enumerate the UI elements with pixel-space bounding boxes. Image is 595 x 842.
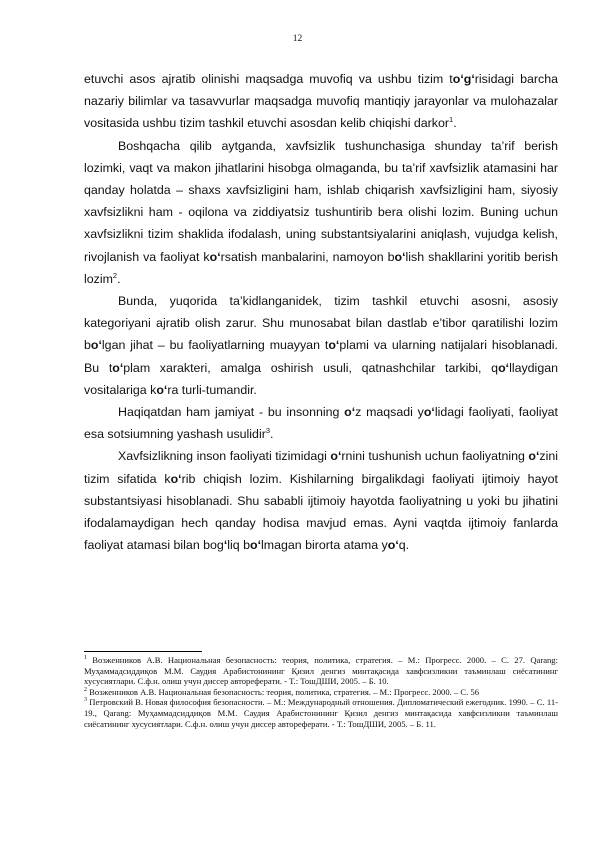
text-run: o‘g‘ — [452, 72, 475, 86]
footnote-text: Возженников А.В. Национальная безопасность: теория, политика, стратегия. – М.: Прогресс. 2000. – С. 27. Qarang: Муҳаммадсиддиқов М.М. Саудия Арабистонининг Қизил денгиз минтақасида хавфсизликни таъминлаш сиёсатининг хусусиятлари. С.ф.н. олиш учун диссер автореферати. - Т.: ТошДШИ, 2005. – Б. 10. — [84, 655, 558, 687]
text-run: plami va ularning natijalari hisoblanadi. Bu t — [84, 338, 558, 375]
text-run: o‘ — [330, 449, 342, 464]
text-run: lmagan birorta atama y — [261, 538, 388, 553]
text-run: o‘ — [156, 382, 168, 397]
text-run: rib chiqish lozim. Kishilarning birgalikdagi faoliyati ijtimoiy hayot substantsiyasi hisoblanadi. Shu sababli ijtimoiy hayotda faoliyatning u yoki bu jihatini ifodalamaydigan hech qanday hodisa mavjud emas. Ayni vaqtda ijtimoiy fanlarda faoliyat atamasi bilan bog — [84, 471, 558, 553]
text-run: . — [117, 271, 121, 286]
footnote-reference: 2 — [112, 270, 118, 280]
text-run: lidagi faoliyati, faoliyat esa sotsiumning yashash usulidir — [84, 405, 558, 442]
text-run: liq b — [227, 538, 251, 553]
paragraph — [84, 445, 558, 556]
footnotes — [84, 655, 558, 729]
text-run: o‘ — [250, 538, 262, 553]
text-run: o‘ — [394, 249, 406, 264]
footnote — [84, 697, 558, 729]
footnote-divider — [84, 651, 202, 652]
text-run: . — [453, 116, 457, 131]
text-run: o‘ — [90, 338, 102, 353]
text-run: Xavfsizlikning inson faoliyati tizimidagi — [118, 449, 331, 464]
text-run: risidagi barcha nazariy bilimlar va tasavvurlar maqsadga muvofiq mantiqiy jarayonlar va mulohazalar vositasida ushbu tizim tashkil etuvchi asosdan kelib chiqishi darkor — [84, 72, 558, 131]
text-run: o‘ — [528, 449, 540, 464]
footnote-number: 3 — [84, 697, 87, 704]
text-run: lish shakllarini yoritib berish lozim — [84, 249, 559, 286]
text-run: lgan jihat – bu faoliyatlarning muayyan t — [101, 338, 329, 353]
text-run: o‘ — [344, 405, 356, 420]
text-run: Boshqacha qilib aytganda, xavfsizlik tushunchasiga shunday ta’rif berish lozimki, vaqt va makon jihatlarini hisobga olmaganda, bu ta’rif xavfsizlik atamasini har qanday holatda – shaxs xavfsizligini ham, ishlab chiqarish xavfsizligini ham, siyosiy xavfsizlikni ham - oqilona va ziddiyatsiz tushuntirib bera olishi lozim. Buning uchun xavfsizlikni tizim shaklida ifodalash, uning substantsiyalarini aniqlash, vujudga kelish, rivojlanish va faoliyat k — [84, 138, 558, 264]
footnote-text: Возженников А.В. Национальная безопасность: теория, политика, стратегия. – М.: Прогресс. 2000. – С. 56 — [87, 686, 479, 697]
text-run: rnini tushunish uchun faoliyatning — [341, 449, 529, 464]
text-run: Haqiqatdan ham jamiyat - bu insonning — [118, 405, 345, 420]
text-run: o‘ — [387, 538, 399, 553]
text-run: o‘ — [328, 338, 340, 353]
text-run: plam xarakteri, amalga oshirish usuli, qatnashchilar tarkibi, q — [123, 360, 499, 375]
footnote — [84, 655, 558, 687]
footnote-number: 1 — [84, 655, 87, 662]
footnote-text: Петровский В. Новая философия безопасности. – М.: Международный отношения. Дипломатический ежегодник. 1990. – С. 11-19., Qarang: Муҳаммадсиддиқов М.М. Саудия Арабистонининг Қизил денгиз минтақасида хавфсизликни таъминлаш сиёсатининг хусусиятлари. С.ф.н. олиш учун диссер автореферати. - Т.: ТошДШИ, 2005. – Б. 11. — [84, 697, 558, 729]
footnote-reference: 1 — [449, 115, 454, 125]
page-number: 12 — [292, 34, 303, 44]
text-run: rsatish manbalarini, namoyon b — [220, 249, 395, 264]
text-run: o‘ — [498, 360, 510, 375]
paragraph — [84, 401, 558, 445]
text-run: llaydigan vositalariga k — [84, 360, 558, 397]
text-run: z maqsadi y — [355, 405, 424, 420]
text-run: o‘ — [170, 471, 182, 486]
text-run: ra turli-tumandir. — [167, 382, 257, 397]
body-text — [84, 68, 558, 556]
text-run: o‘ — [209, 249, 221, 264]
footnote-reference: 3 — [265, 426, 270, 436]
paragraph — [84, 290, 558, 401]
text-run: Bunda, yuqorida ta’kidlanganidek, tizim tashkil etuvchi asosni, asosiy kategoriyani ajratib olish zarur. Shu munosabat bilan dastlab e’tibor qaratilishi lozim b — [84, 294, 558, 353]
text-run: q. — [398, 538, 410, 553]
paragraph — [84, 68, 558, 135]
text-run: zini tizim sifatida k — [84, 449, 558, 486]
footnote-number: 2 — [84, 686, 87, 693]
text-run: ‘ — [223, 538, 228, 553]
text-run: . — [270, 427, 274, 442]
footnote — [84, 687, 558, 698]
text-run: etuvchi asos ajratib olinishi maqsadga muvofiq va ushbu tizim t — [84, 72, 453, 86]
text-run: o‘ — [112, 360, 124, 375]
paragraph — [84, 135, 558, 290]
text-run: o‘ — [423, 405, 435, 420]
